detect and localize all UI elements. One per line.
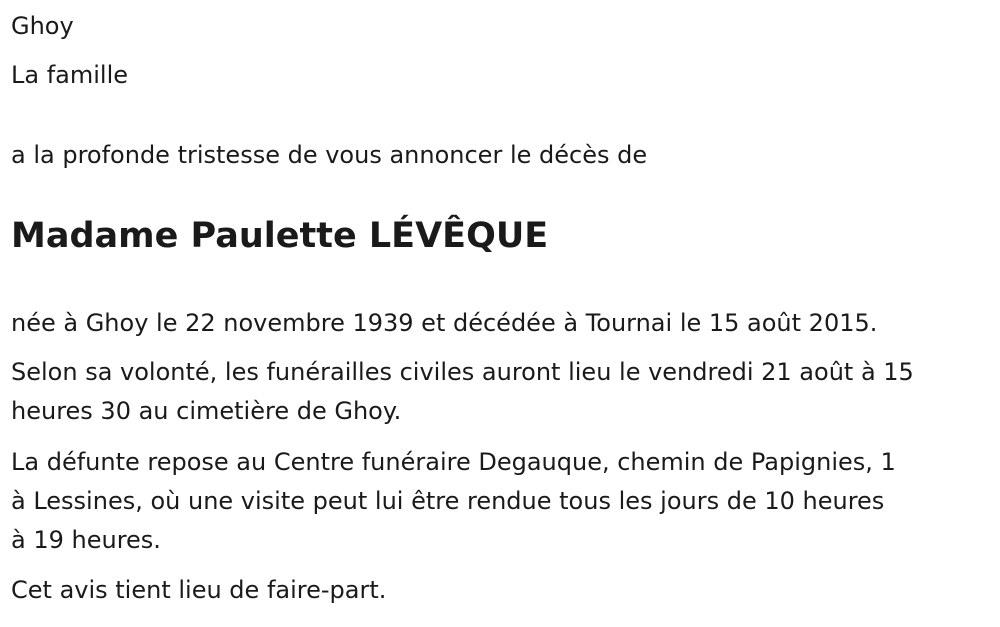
family-label: La famille <box>11 61 129 89</box>
resting-place-line: à Lessines, où une visite peut lui être rendue tous les jours de 10 heures <box>11 487 885 515</box>
place-name: Ghoy <box>11 12 74 40</box>
resting-place-line: à 19 heures. <box>11 526 161 554</box>
closing-note: Cet avis tient lieu de faire-part. <box>11 576 387 604</box>
birth-death-text: née à Ghoy le 22 novembre 1939 et décédée à Tournai le 15 août 2015. <box>11 309 878 337</box>
funeral-line: heures 30 au cimetière de Ghoy. <box>11 397 402 425</box>
resting-place-paragraph <box>11 443 996 560</box>
funeral-paragraph <box>11 353 996 431</box>
deceased-name: Madame Paulette LÉVÊQUE <box>11 216 549 256</box>
resting-place-line: La défunte repose au Centre funéraire Degauque, chemin de Papignies, 1 <box>11 448 896 476</box>
announcement-intro: a la profonde tristesse de vous annoncer le décès de <box>11 141 648 169</box>
funeral-line: Selon sa volonté, les funérailles civiles auront lieu le vendredi 21 août à 15 <box>11 358 914 386</box>
